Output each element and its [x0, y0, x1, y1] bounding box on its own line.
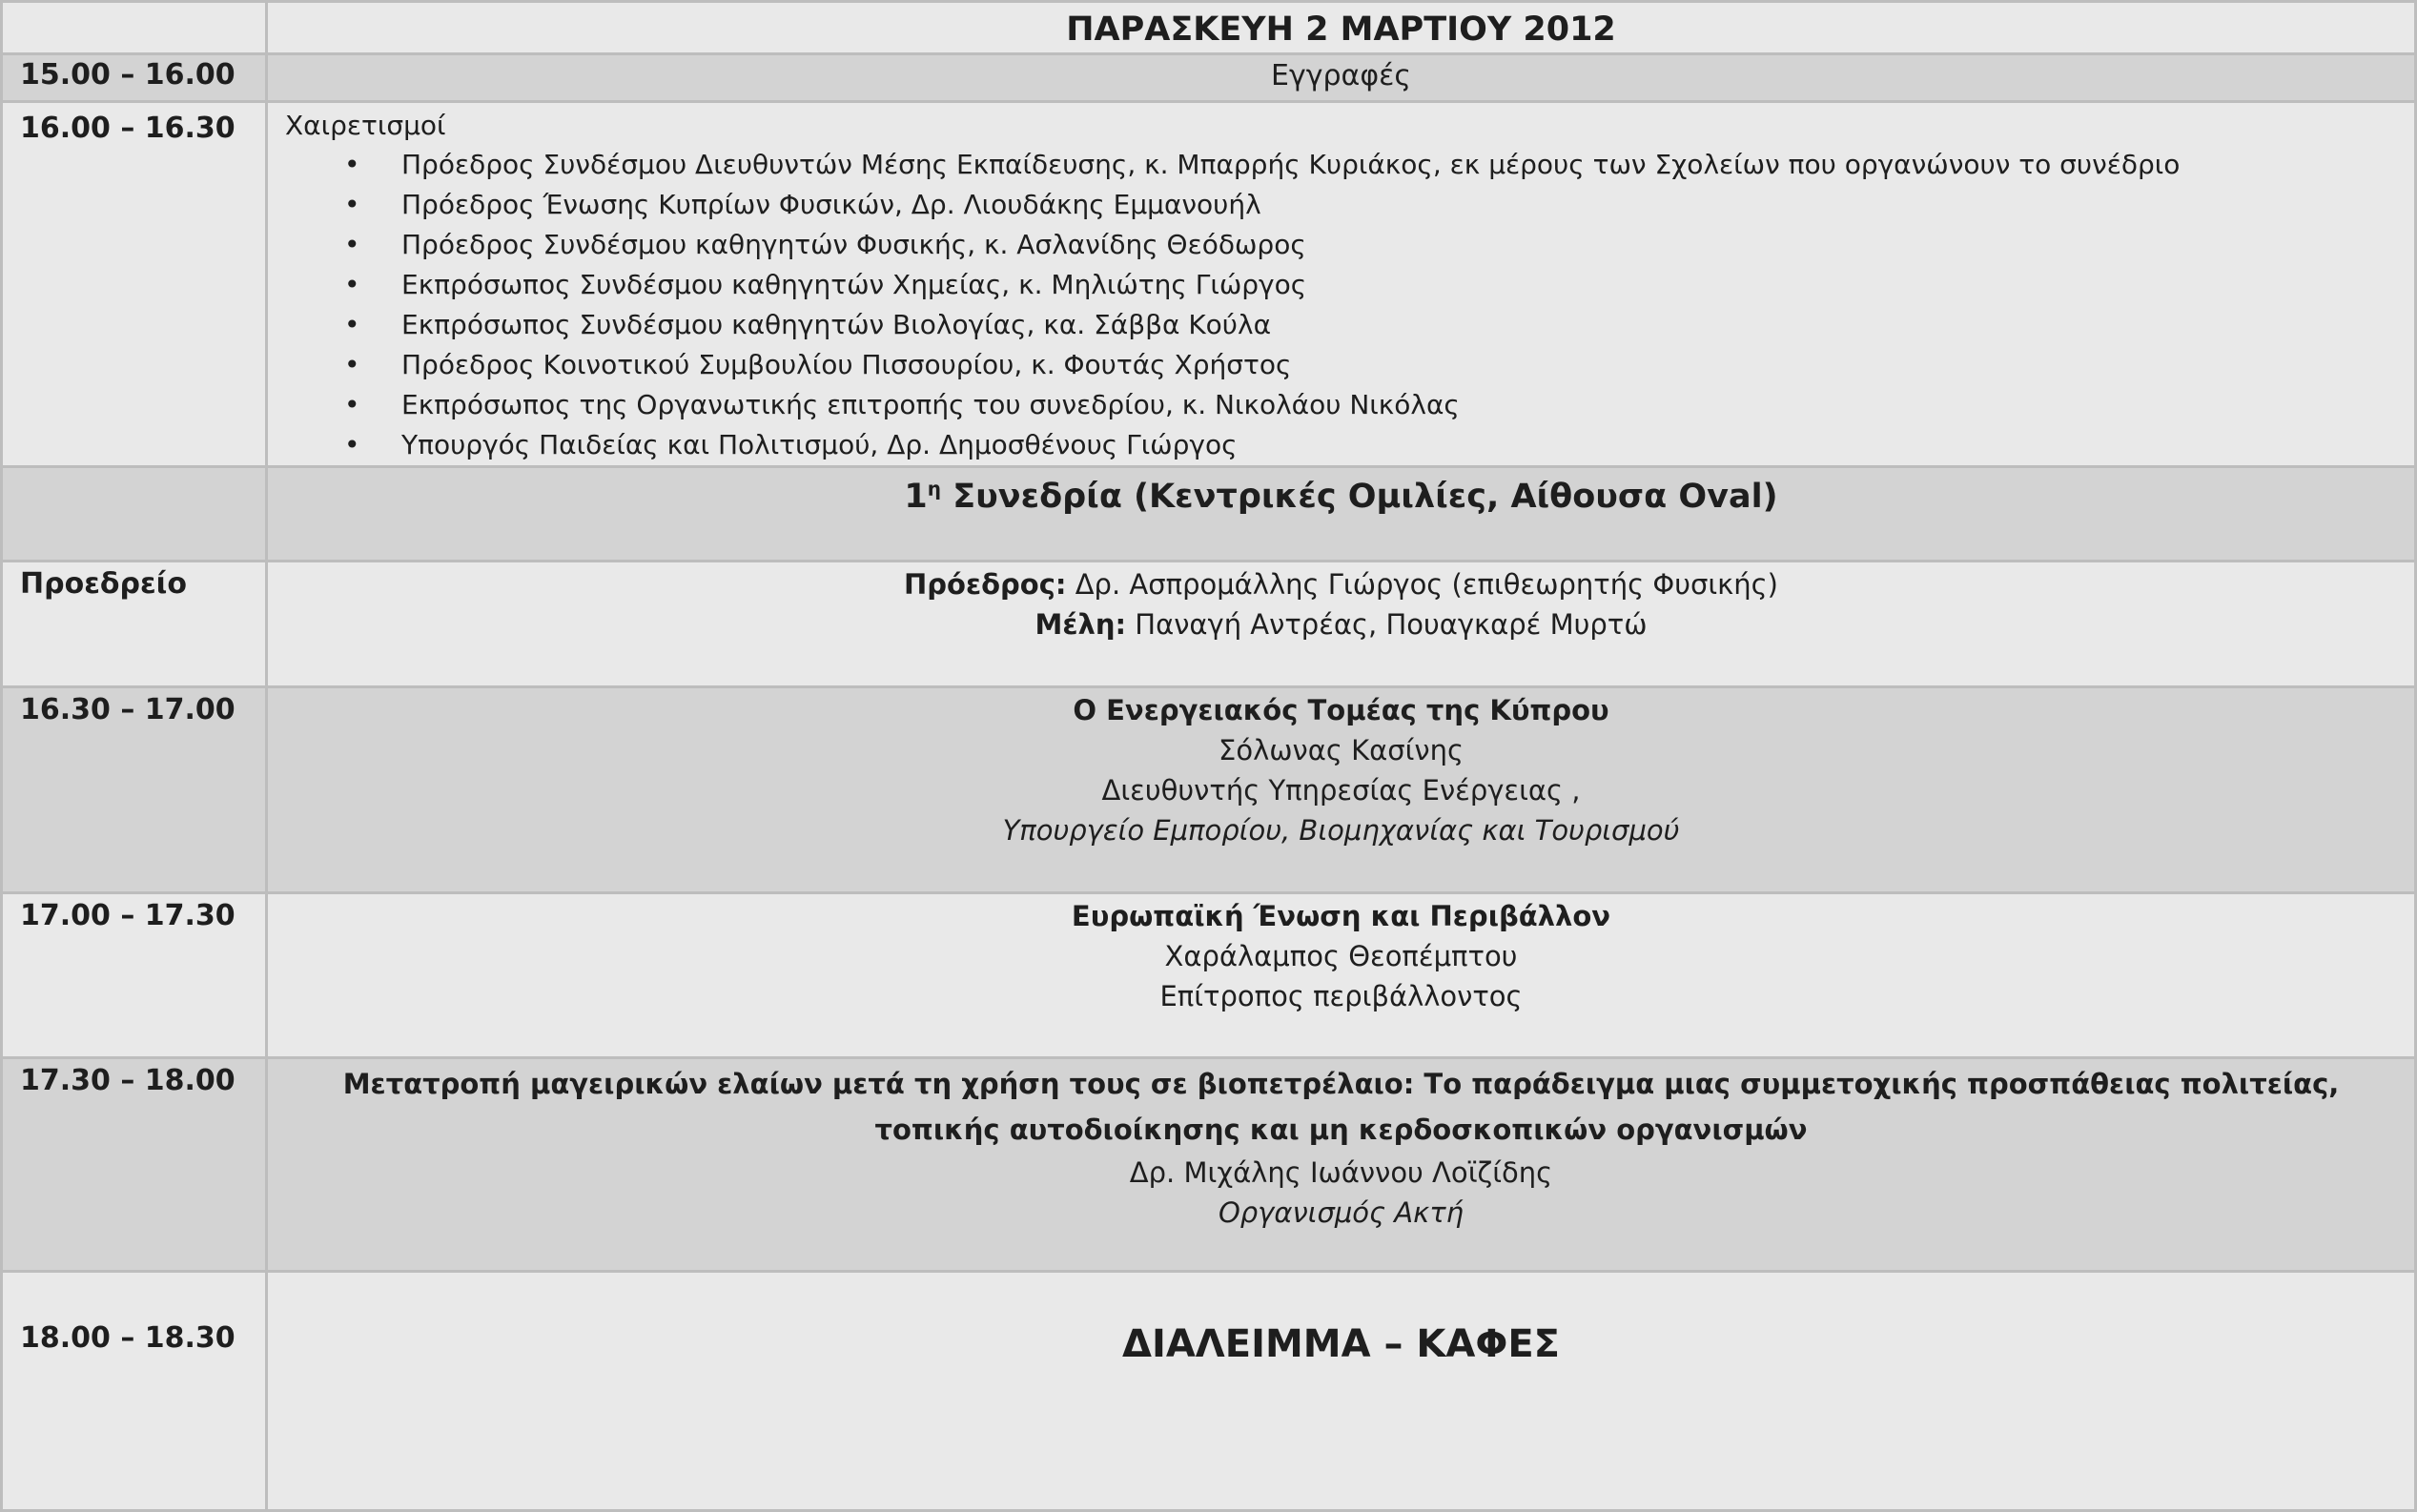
break-cell — [267, 1272, 2416, 1511]
list-item: • Εκπρόσωπος της Οργανωτικής επιτροπής του συνεδρίου, κ. Νικολάου Νικόλας — [268, 385, 2414, 425]
session-title-cell — [267, 467, 2416, 562]
talk-speaker: Σόλωνας Κασίνης — [1219, 734, 1464, 766]
session-title-text: Συνεδρία (Κεντρικές Ομιλίες, Αίθουσα Oval) — [941, 478, 1778, 516]
talk-speaker: Χαράλαμπος Θεοπέμπτου — [1164, 940, 1518, 972]
board-row — [2, 562, 2416, 687]
header-row — [2, 2, 2416, 54]
talk-title: Ευρωπαϊκή Ένωση και Περιβάλλον — [1071, 900, 1611, 932]
talk-org: Οργανισμός Ακτή — [1218, 1196, 1465, 1229]
header-time-cell — [2, 2, 267, 54]
members-names: Παναγή Αντρέας, Πουαγκαρέ Μυρτώ — [1126, 608, 1648, 641]
talk-org: Υπουργείο Εμπορίου, Βιομηχανίας και Τουρισμού — [1002, 814, 1680, 847]
greetings-row — [2, 102, 2416, 467]
greetings-title: Χαιρετισμοί — [285, 110, 446, 141]
talk-role: Διευθυντής Υπηρεσίας Ενέργειας , — [1101, 774, 1581, 807]
talk-row — [2, 687, 2416, 893]
day-title-cell — [267, 2, 2416, 54]
session-title — [268, 468, 2414, 518]
list-item: • Πρόεδρος Συνδέσμου καθηγητών Φυσικής, κ. Ασλανίδης Θεόδωρος — [268, 225, 2414, 265]
break-text: ΔΙΑΛΕΙΜΜΑ – ΚΑΦΕΣ — [1122, 1322, 1560, 1366]
list-item: • Πρόεδρος Ένωσης Κυπρίων Φυσικών, Δρ. Λιουδάκης Εμμανουήλ — [268, 185, 2414, 225]
greetings-time: 16.00 – 16.30 — [2, 102, 267, 467]
break-row — [2, 1272, 2416, 1511]
session-time-cell — [2, 467, 267, 562]
chair-label: Πρόεδρος: — [904, 568, 1067, 601]
registration-cell — [267, 54, 2416, 102]
list-item: • Πρόεδρος Συνδέσμου Διευθυντών Μέσης Εκπαίδευσης, κ. Μπαρρής Κυριάκος, εκ μέρους των Σχολείων που οργανώνουν το συνέδριο — [268, 145, 2414, 185]
registration-row — [2, 54, 2416, 102]
talk-row — [2, 1058, 2416, 1272]
members-label: Μέλη: — [1034, 608, 1127, 641]
registration-time: 15.00 – 16.00 — [2, 54, 267, 102]
session-number: 1 — [904, 478, 928, 516]
board-label: Προεδρείο — [2, 562, 267, 687]
session-ordinal: η — [927, 477, 942, 501]
talk-time: 17.30 – 18.00 — [2, 1058, 267, 1272]
talk-title: Μετατροπή μαγειρικών ελαίων μετά τη χρήση τους σε βιοπετρέλαιο: Το παράδειγμα μιας συμμετοχικής προσπάθειας πολιτείας, τοπικής αυτοδιοίκησης και μη κερδοσκοπικών οργανισμών — [342, 1068, 2340, 1146]
chair-name: Δρ. Ασπρομάλλης Γιώργος (επιθεωρητής Φυσικής) — [1066, 568, 1778, 601]
session-row — [2, 467, 2416, 562]
list-item: • Υπουργός Παιδείας και Πολιτισμού, Δρ. Δημοσθένους Γιώργος — [268, 425, 2414, 465]
talk-row — [2, 893, 2416, 1058]
registration-text: Εγγραφές — [1271, 59, 1411, 92]
greetings-cell — [267, 102, 2416, 467]
board-members-line — [268, 604, 2414, 644]
board-chair-line — [268, 562, 2414, 604]
list-item: • Εκπρόσωπος Συνδέσμου καθηγητών Βιολογίας, κα. Σάββα Κούλα — [268, 305, 2414, 345]
break-time: 18.00 – 18.30 — [2, 1272, 267, 1511]
board-cell — [267, 562, 2416, 687]
talk-speaker: Δρ. Μιχάλης Ιωάννου Λοϊζίδης — [1129, 1156, 1553, 1189]
talk-title: Ο Ενεργειακός Τομέας της Κύπρου — [1073, 694, 1609, 726]
talk-cell — [267, 1058, 2416, 1272]
day-title: ΠΑΡΑΣΚΕΥΗ 2 ΜΑΡΤΙΟΥ 2012 — [1066, 10, 1616, 49]
talk-time: 16.30 – 17.00 — [2, 687, 267, 893]
greetings-list — [268, 145, 2414, 465]
talk-role: Επίτροπος περιβάλλοντος — [1159, 980, 1523, 1012]
list-item: • Πρόεδρος Κοινοτικού Συμβουλίου Πισσουρίου, κ. Φουτάς Χρήστος — [268, 345, 2414, 385]
list-item: • Εκπρόσωπος Συνδέσμου καθηγητών Χημείας, κ. Μηλιώτης Γιώργος — [268, 265, 2414, 305]
talk-cell — [267, 687, 2416, 893]
talk-time: 17.00 – 17.30 — [2, 893, 267, 1058]
talk-cell — [267, 893, 2416, 1058]
